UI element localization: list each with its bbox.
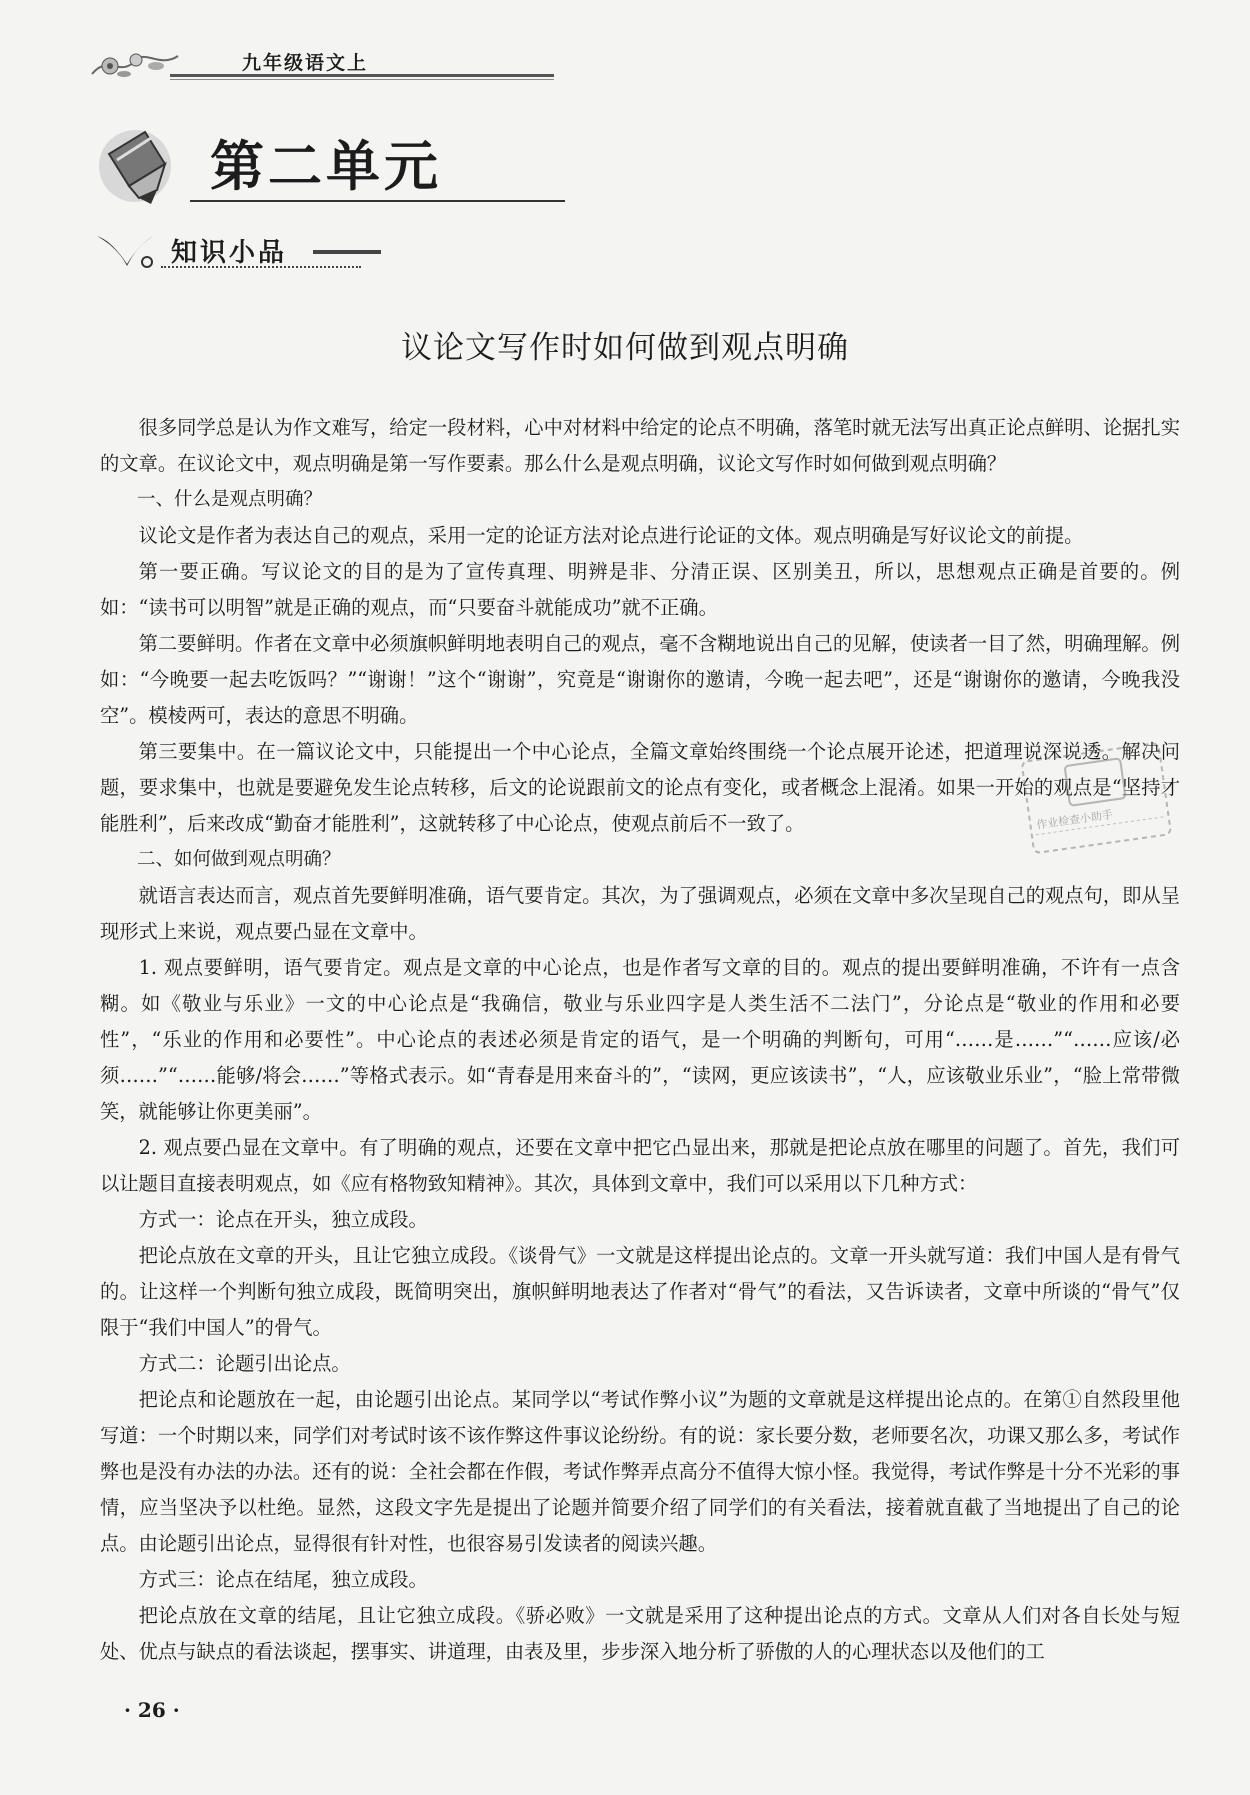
swoosh-icon [95, 232, 155, 268]
language-paragraph: 就语言表达而言，观点首先要鲜明准确，语气要肯定。其次，为了强调观点，必须在文章中多次呈现自己的观点句，即从呈现形式上来说，观点要凸显在文章中。 [100, 884, 1180, 943]
flower-ornament-icon [90, 44, 180, 84]
unit-underline [190, 200, 565, 202]
rule-1-paragraph: 1. 观点要鲜明，语气要肯定。观点是文章的中心论点，也是作者写文章的目的。观点的提出要鲜明准确，不许有一点含糊。如《敬业与乐业》一文的中心论点是“我确信，敬业与乐业四字是人类生活不二法门”，分论点是“敬业的作用和必要性”，“乐业的作用和必要性”。中心论点的表述必须是肯定的语气，是一个明确的判断句，可用“……是……”“……应该/必须……”“……能够/将会……”等格式表示。如“青春是用来奋斗的”，“读网，更应该读书”，“人，应该敬业乐业”，“脸上常带微笑，就能够让你更美丽”。 [100, 956, 1180, 1123]
section-dotted-rule [161, 266, 361, 268]
watermark-stamp [1015, 738, 1179, 868]
definition-paragraph: 议论文是作者为表达自己的观点，采用一定的论证方法对论点进行论证的文体。观点明确是写好议论文的前提。 [138, 524, 1084, 547]
section-bar [313, 250, 381, 254]
stamp-icon [1015, 738, 1179, 868]
stamp-text: 作业检查小助手 [1035, 807, 1114, 832]
unit-heading [95, 122, 475, 212]
article-title: 议论文写作时如何做到观点明确 [401, 330, 849, 366]
section-heading [95, 228, 385, 272]
header-rule-thin [170, 79, 554, 80]
grade-label: 九年级语文上 [242, 52, 369, 74]
unit-title: 第二单元 [210, 134, 442, 198]
point-correct-paragraph: 第一要正确。写议论文的目的是为了宣传真理、明辨是非、分清正误、区别美丑，所以，思想观点正确是首要的。例如：“读书可以明智”就是正确的观点，而“只要奋斗就能成功”就不正确。 [100, 560, 1180, 619]
page-header [90, 38, 470, 88]
method-2-paragraph: 把论点和论题放在一起，由论题引出论点。某同学以“考试作弊小议”为题的文章就是这样提出论点的。在第①自然段里他写道：一个时期以来，同学们对考试时该不该作弊这件事议论纷纷。有的说：家长要分数，老师要名次，功课又那么多，考试作弊也是没有办法的办法。还有的说：全社会都在作假，考试作弊弄点高分不值得大惊小怪。我觉得，考试作弊是十分不光彩的事情，应当坚决予以杜绝。显然，这段文字先是提出了论题并简要介绍了同学们的有关看法，接着就直截了当地提出了自己的论点。由论题引出论点，显得很有针对性，也很容易引发读者的阅读兴趣。 [100, 1388, 1180, 1555]
article-body [100, 410, 1180, 1670]
subheading-what: 一、什么是观点明确？ [137, 489, 323, 510]
pencil-icon [95, 124, 177, 206]
subheading-how: 二、如何做到观点明确？ [137, 849, 341, 870]
section-label: 知识小品 [171, 238, 288, 268]
point-focused-paragraph: 第三要集中。在一篇议论文中，只能提出一个中心论点，全篇文章始终围绕一个论点展开论述，把道理说深说透。解决问题，要求集中，也就是要避免发生论点转移，后文的论说跟前文的论点有变化，或者概念上混淆。如果一开始的观点是“坚持才能胜利”，后来改成“勤奋才能胜利”，这就转移了中心论点，使观点前后不一致了。 [100, 740, 1180, 835]
intro-paragraph: 很多同学总是认为作文难写，给定一段材料，心中对材料中给定的论点不明确，落笔时就无法写出真正论点鲜明、论据扎实的文章。在议论文中，观点明确是第一写作要素。那么什么是观点明确，议论文写作时如何做到观点明确？ [100, 416, 1180, 475]
method-1-heading: 方式一：论点在开头，独立成段。 [138, 1208, 428, 1231]
method-3-paragraph: 把论点放在文章的结尾，且让它独立成段。《骄必败》一文就是采用了这种提出论点的方式。文章从人们对各自长处与短处、优点与缺点的看法谈起，摆事实、讲道理，由表及里，步步深入地分析了骄傲的人的心理状态以及他们的工 [100, 1604, 1180, 1663]
method-1-paragraph: 把论点放在文章的开头，且让它独立成段。《谈骨气》一文就是这样提出论点的。文章一开头就写道：我们中国人是有骨气的。让这样一个判断句独立成段，既简明突出，旗帜鲜明地表达了作者对“骨气”的看法，又告诉读者，文章中所谈的“骨气”仅限于“我们中国人”的骨气。 [100, 1244, 1180, 1339]
rule-2-paragraph: 2. 观点要凸显在文章中。有了明确的观点，还要在文章中把它凸显出来，那就是把论点放在哪里的问题了。首先，我们可以让题目直接表明观点，如《应有格物致知精神》。其次，具体到文章中，我们可以采用以下几种方式： [100, 1136, 1180, 1195]
method-3-heading: 方式三：论点在结尾，独立成段。 [138, 1568, 428, 1591]
method-2-heading: 方式二：论题引出论点。 [138, 1352, 351, 1375]
page-number: · 26 · [124, 1698, 180, 1722]
point-clear-paragraph: 第二要鲜明。作者在文章中必须旗帜鲜明地表明自己的观点，毫不含糊地说出自己的见解，使读者一目了然，明确理解。例如：“今晚要一起去吃饭吗？”“谢谢！”这个“谢谢”，究竟是“谢谢你的邀请，今晚一起去吧”，还是“谢谢你的邀请，今晚我没空”。模棱两可，表达的意思不明确。 [100, 632, 1180, 727]
header-rule [170, 74, 554, 77]
